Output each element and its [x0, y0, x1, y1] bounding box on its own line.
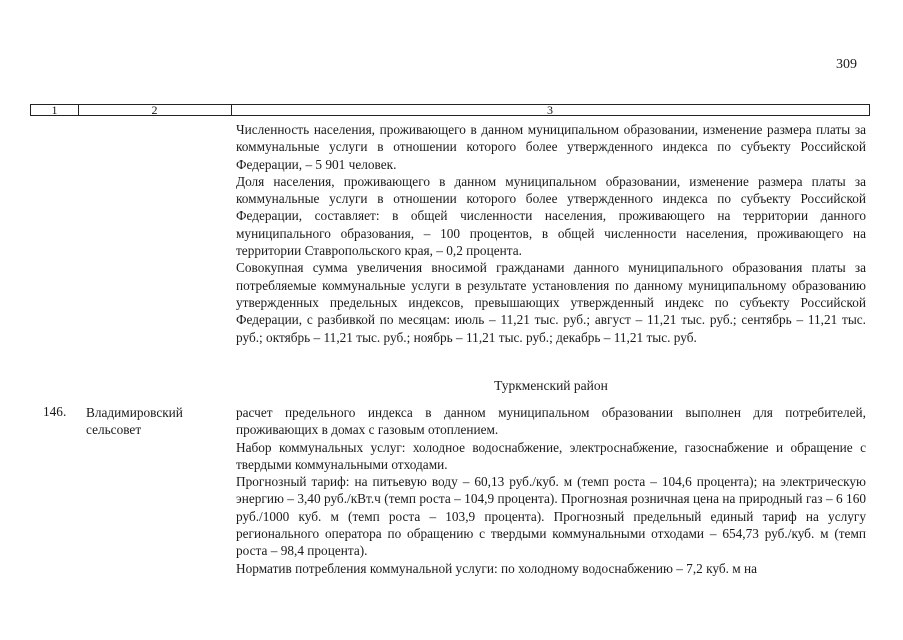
header-col-3: 3: [547, 103, 553, 117]
entry-number: 146.: [43, 404, 67, 419]
paragraph-population-share: Доля населения, проживающего в данном муниципальном образовании, изменение размера платы за коммунальные услуги в отношении которого более утвержденного индекса по субъекту Российской Федерации, составляет: в общей численности населения, проживающего на территории данного муниципального образования, – 100 процентов, в общей численности населения, проживающего на территории Ставропольского края, – 0,2 процента.: [236, 173, 866, 259]
entry-text: [236, 404, 866, 577]
paragraph-tariffs: Прогнозный тариф: на питьевую воду – 60,13 руб./куб. м (темп роста – 104,6 процента); на электрическую энергию – 3,40 руб./кВт.ч (темп роста – 104,9 процента). Прогнозная розничная цена на природный газ – 6 160 руб./1000 куб. м (темп роста – 103,9 процента). Прогнозный предельный единый тариф на услугу регионального оператора по обращению с твердыми коммунальными отходами – 654,73 руб./куб. м (темп роста – 98,4 процента).: [236, 474, 866, 559]
previous-entry-text: [236, 121, 866, 346]
paragraph-monthly-increase: Совокупная сумма увеличения вносимой гражданами данного муниципального образования платы за потребляемые коммунальные услуги в результате установления по данному муниципальному образованию утвержденных предельных индексов, превышающих утвержденный индекс по субъекту Российской Федерации, с разбивкой по месяцам: июль – 11,21 тыс. руб.; август – 11,21 тыс. руб.; сентябрь – 11,21 тыс. руб.; октябрь – 11,21 тыс. руб.; ноябрь – 11,21 тыс. руб.; декабрь – 11,21 тыс. руб.: [236, 260, 866, 345]
paragraph-population: Численность населения, проживающего в данном муниципальном образовании, изменение размера платы за коммунальные услуги в отношении которого более утвержденного индекса по субъекту Российской Федерации, – 5 901 человек.: [236, 122, 866, 172]
district-heading: Туркменский район: [494, 378, 608, 393]
paragraph-norms: Норматив потребления коммунальной услуги: по холодному водоснабжению – 7,2 куб. м на: [236, 560, 758, 576]
table-header-row: [30, 104, 870, 116]
paragraph-services: Набор коммунальных услуг: холодное водоснабжение, электроснабжение, газоснабжение и обращение с твердыми коммунальными отходами.: [236, 439, 866, 472]
header-col-1: 1: [31, 105, 79, 115]
paragraph-calculation: расчет предельного индекса в данном муниципальном образовании выполнен для потребителей, проживающих в домах с газовым отоплением.: [236, 405, 866, 438]
page-number: 309: [836, 57, 857, 72]
header-col-2: 2: [78, 105, 232, 115]
municipality-name: Владимировский сельсовет: [86, 405, 183, 438]
